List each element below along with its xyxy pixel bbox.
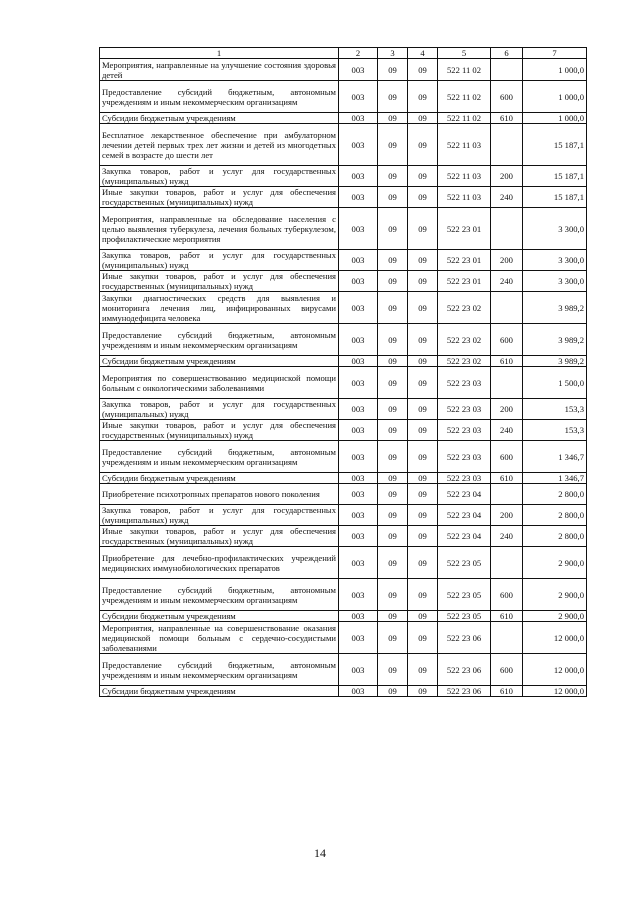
row-expense-type <box>491 208 523 250</box>
row-target-code: 522 23 06 <box>438 654 491 686</box>
row-chapter-code: 003 <box>339 473 378 484</box>
row-section-code: 09 <box>378 579 408 611</box>
row-subsection-code: 09 <box>408 686 438 697</box>
row-chapter-code: 003 <box>339 505 378 526</box>
row-target-code: 522 23 03 <box>438 420 491 441</box>
row-name: Закупка товаров, работ и услуг для государственных (муниципальных) нужд <box>100 505 339 526</box>
row-target-code: 522 23 05 <box>438 579 491 611</box>
table-row <box>100 484 587 505</box>
row-expense-type: 600 <box>491 579 523 611</box>
row-expense-type: 240 <box>491 526 523 547</box>
row-target-code: 522 23 04 <box>438 505 491 526</box>
row-expense-type: 200 <box>491 399 523 420</box>
row-expense-type <box>491 547 523 579</box>
row-section-code: 09 <box>378 356 408 367</box>
table-row <box>100 622 587 654</box>
row-chapter-code: 003 <box>339 81 378 113</box>
table-body <box>100 59 587 697</box>
row-subsection-code: 09 <box>408 356 438 367</box>
table-row <box>100 505 587 526</box>
row-name: Закупка товаров, работ и услуг для государственных (муниципальных) нужд <box>100 166 339 187</box>
row-subsection-code: 09 <box>408 187 438 208</box>
row-name: Субсидии бюджетным учреждениям <box>100 611 339 622</box>
row-name: Субсидии бюджетным учреждениям <box>100 686 339 697</box>
table-row <box>100 399 587 420</box>
row-section-code: 09 <box>378 686 408 697</box>
row-section-code: 09 <box>378 420 408 441</box>
table-row <box>100 367 587 399</box>
row-name: Приобретение для лечебно-профилактических учреждений медицинских иммунобиологических препаратов <box>100 547 339 579</box>
row-section-code: 09 <box>378 250 408 271</box>
row-subsection-code: 09 <box>408 59 438 81</box>
row-subsection-code: 09 <box>408 399 438 420</box>
row-name: Иные закупки товаров, работ и услуг для обеспечения государственных (муниципальных) нужд <box>100 420 339 441</box>
row-amount: 15 187,1 <box>523 187 587 208</box>
row-chapter-code: 003 <box>339 324 378 356</box>
row-amount: 12 000,0 <box>523 654 587 686</box>
row-amount: 15 187,1 <box>523 166 587 187</box>
row-amount: 153,3 <box>523 420 587 441</box>
row-name: Иные закупки товаров, работ и услуг для обеспечения государственных (муниципальных) нужд <box>100 187 339 208</box>
row-amount: 1 000,0 <box>523 81 587 113</box>
row-amount: 153,3 <box>523 399 587 420</box>
row-target-code: 522 11 02 <box>438 113 491 124</box>
table-row <box>100 187 587 208</box>
row-subsection-code: 09 <box>408 113 438 124</box>
row-chapter-code: 003 <box>339 441 378 473</box>
header-col-4: 4 <box>408 48 438 59</box>
row-name: Мероприятия, направленные на обследование населения с целью выявления туберкулеза, лечения больных туберкулезом, профилактические мероприятия <box>100 208 339 250</box>
row-amount: 2 800,0 <box>523 484 587 505</box>
row-chapter-code: 003 <box>339 356 378 367</box>
row-amount: 3 300,0 <box>523 250 587 271</box>
row-subsection-code: 09 <box>408 324 438 356</box>
row-expense-type: 610 <box>491 686 523 697</box>
row-expense-type <box>491 292 523 324</box>
row-name: Мероприятия, направленные на улучшение состояния здоровья детей <box>100 59 339 81</box>
row-target-code: 522 23 01 <box>438 208 491 250</box>
table-row <box>100 526 587 547</box>
row-amount: 1 346,7 <box>523 441 587 473</box>
table-row <box>100 166 587 187</box>
row-subsection-code: 09 <box>408 579 438 611</box>
row-target-code: 522 23 02 <box>438 324 491 356</box>
header-col-1: 1 <box>100 48 339 59</box>
row-name: Предоставление субсидий бюджетным, автономным учреждениям и иным некоммерческим организациям <box>100 441 339 473</box>
row-target-code: 522 23 02 <box>438 356 491 367</box>
table-row <box>100 356 587 367</box>
row-amount: 1 000,0 <box>523 59 587 81</box>
row-amount: 1 500,0 <box>523 367 587 399</box>
table-row <box>100 654 587 686</box>
row-subsection-code: 09 <box>408 420 438 441</box>
row-expense-type: 240 <box>491 271 523 292</box>
row-section-code: 09 <box>378 208 408 250</box>
row-expense-type <box>491 59 523 81</box>
row-section-code: 09 <box>378 271 408 292</box>
row-chapter-code: 003 <box>339 187 378 208</box>
row-section-code: 09 <box>378 113 408 124</box>
row-name: Предоставление субсидий бюджетным, автономным учреждениям и иным некоммерческим организациям <box>100 579 339 611</box>
table-row <box>100 113 587 124</box>
row-expense-type <box>491 484 523 505</box>
row-target-code: 522 23 04 <box>438 484 491 505</box>
row-amount: 3 300,0 <box>523 271 587 292</box>
row-chapter-code: 003 <box>339 686 378 697</box>
row-chapter-code: 003 <box>339 579 378 611</box>
row-chapter-code: 003 <box>339 526 378 547</box>
table-row <box>100 473 587 484</box>
row-name: Субсидии бюджетным учреждениям <box>100 473 339 484</box>
row-subsection-code: 09 <box>408 367 438 399</box>
row-chapter-code: 003 <box>339 654 378 686</box>
budget-table <box>99 47 587 697</box>
table-row <box>100 441 587 473</box>
row-subsection-code: 09 <box>408 250 438 271</box>
row-expense-type: 610 <box>491 356 523 367</box>
row-chapter-code: 003 <box>339 59 378 81</box>
row-target-code: 522 23 04 <box>438 526 491 547</box>
row-amount: 2 900,0 <box>523 579 587 611</box>
row-section-code: 09 <box>378 654 408 686</box>
row-chapter-code: 003 <box>339 124 378 166</box>
header-col-3: 3 <box>378 48 408 59</box>
row-section-code: 09 <box>378 547 408 579</box>
table-row <box>100 81 587 113</box>
row-chapter-code: 003 <box>339 484 378 505</box>
row-expense-type: 600 <box>491 81 523 113</box>
row-name: Предоставление субсидий бюджетным, автономным учреждениям и иным некоммерческим организациям <box>100 81 339 113</box>
row-section-code: 09 <box>378 367 408 399</box>
table-row <box>100 250 587 271</box>
row-expense-type: 610 <box>491 113 523 124</box>
row-amount: 2 900,0 <box>523 611 587 622</box>
row-amount: 3 300,0 <box>523 208 587 250</box>
row-amount: 2 800,0 <box>523 505 587 526</box>
row-chapter-code: 003 <box>339 399 378 420</box>
row-amount: 2 800,0 <box>523 526 587 547</box>
row-amount: 1 346,7 <box>523 473 587 484</box>
row-target-code: 522 23 03 <box>438 473 491 484</box>
row-chapter-code: 003 <box>339 208 378 250</box>
row-subsection-code: 09 <box>408 547 438 579</box>
row-target-code: 522 11 03 <box>438 166 491 187</box>
row-expense-type: 240 <box>491 187 523 208</box>
table-row <box>100 271 587 292</box>
row-name: Предоставление субсидий бюджетным, автономным учреждениям и иным некоммерческим организациям <box>100 654 339 686</box>
table-row <box>100 292 587 324</box>
row-section-code: 09 <box>378 324 408 356</box>
table-row <box>100 59 587 81</box>
row-target-code: 522 23 06 <box>438 686 491 697</box>
row-amount: 1 000,0 <box>523 113 587 124</box>
row-name: Закупка товаров, работ и услуг для государственных (муниципальных) нужд <box>100 399 339 420</box>
table-row <box>100 579 587 611</box>
row-expense-type: 610 <box>491 611 523 622</box>
row-subsection-code: 09 <box>408 505 438 526</box>
row-chapter-code: 003 <box>339 271 378 292</box>
row-amount: 3 989,2 <box>523 356 587 367</box>
row-target-code: 522 23 03 <box>438 441 491 473</box>
row-subsection-code: 09 <box>408 611 438 622</box>
row-expense-type: 600 <box>491 654 523 686</box>
table-row <box>100 686 587 697</box>
row-expense-type <box>491 124 523 166</box>
row-chapter-code: 003 <box>339 420 378 441</box>
row-section-code: 09 <box>378 441 408 473</box>
row-chapter-code: 003 <box>339 611 378 622</box>
row-section-code: 09 <box>378 187 408 208</box>
row-amount: 3 989,2 <box>523 324 587 356</box>
row-target-code: 522 11 02 <box>438 59 491 81</box>
row-subsection-code: 09 <box>408 124 438 166</box>
row-name: Мероприятия, направленные на совершенствование оказания медицинской помощи больным с сердечно-сосудистыми заболеваниями <box>100 622 339 654</box>
header-col-6: 6 <box>491 48 523 59</box>
header-row <box>100 48 587 59</box>
table-row <box>100 324 587 356</box>
row-section-code: 09 <box>378 399 408 420</box>
row-name: Предоставление субсидий бюджетным, автономным учреждениям и иным некоммерческим организациям <box>100 324 339 356</box>
row-section-code: 09 <box>378 622 408 654</box>
table-row <box>100 208 587 250</box>
row-section-code: 09 <box>378 81 408 113</box>
row-target-code: 522 23 05 <box>438 611 491 622</box>
row-name: Субсидии бюджетным учреждениям <box>100 356 339 367</box>
row-target-code: 522 23 03 <box>438 367 491 399</box>
header-col-2: 2 <box>339 48 378 59</box>
row-target-code: 522 23 01 <box>438 250 491 271</box>
row-target-code: 522 23 01 <box>438 271 491 292</box>
row-name: Иные закупки товаров, работ и услуг для обеспечения государственных (муниципальных) нужд <box>100 526 339 547</box>
row-section-code: 09 <box>378 611 408 622</box>
row-subsection-code: 09 <box>408 81 438 113</box>
page-number: 14 <box>314 846 326 860</box>
row-expense-type: 610 <box>491 473 523 484</box>
row-amount: 3 989,2 <box>523 292 587 324</box>
table-row <box>100 420 587 441</box>
row-chapter-code: 003 <box>339 113 378 124</box>
row-subsection-code: 09 <box>408 271 438 292</box>
row-chapter-code: 003 <box>339 622 378 654</box>
row-name: Мероприятия по совершенствованию медицинской помощи больным с онкологическими заболеваниями <box>100 367 339 399</box>
row-chapter-code: 003 <box>339 166 378 187</box>
row-name: Бесплатное лекарственное обеспечение при амбулаторном лечении детей первых трех лет жизни и детей из многодетных семей в возрасте до шести лет <box>100 124 339 166</box>
row-subsection-code: 09 <box>408 526 438 547</box>
row-section-code: 09 <box>378 59 408 81</box>
row-subsection-code: 09 <box>408 441 438 473</box>
row-section-code: 09 <box>378 166 408 187</box>
table-row <box>100 124 587 166</box>
row-subsection-code: 09 <box>408 166 438 187</box>
row-target-code: 522 23 02 <box>438 292 491 324</box>
row-amount: 12 000,0 <box>523 686 587 697</box>
row-expense-type: 200 <box>491 166 523 187</box>
row-amount: 2 900,0 <box>523 547 587 579</box>
row-amount: 15 187,1 <box>523 124 587 166</box>
row-target-code: 522 23 03 <box>438 399 491 420</box>
row-name: Закупки диагностических средств для выявления и мониторинга лечения лиц, инфицированных вирусами иммунодефицита человека <box>100 292 339 324</box>
row-section-code: 09 <box>378 473 408 484</box>
row-expense-type: 600 <box>491 324 523 356</box>
row-section-code: 09 <box>378 505 408 526</box>
row-chapter-code: 003 <box>339 292 378 324</box>
row-name: Закупка товаров, работ и услуг для государственных (муниципальных) нужд <box>100 250 339 271</box>
row-chapter-code: 003 <box>339 367 378 399</box>
row-section-code: 09 <box>378 292 408 324</box>
row-subsection-code: 09 <box>408 292 438 324</box>
row-expense-type: 200 <box>491 505 523 526</box>
row-subsection-code: 09 <box>408 654 438 686</box>
row-target-code: 522 23 05 <box>438 547 491 579</box>
row-expense-type <box>491 622 523 654</box>
row-chapter-code: 003 <box>339 250 378 271</box>
row-subsection-code: 09 <box>408 208 438 250</box>
row-expense-type: 240 <box>491 420 523 441</box>
row-section-code: 09 <box>378 526 408 547</box>
row-amount: 12 000,0 <box>523 622 587 654</box>
row-subsection-code: 09 <box>408 473 438 484</box>
row-chapter-code: 003 <box>339 547 378 579</box>
row-section-code: 09 <box>378 484 408 505</box>
table-row <box>100 547 587 579</box>
header-col-7: 7 <box>523 48 587 59</box>
row-target-code: 522 11 03 <box>438 124 491 166</box>
row-name: Субсидии бюджетным учреждениям <box>100 113 339 124</box>
row-target-code: 522 11 02 <box>438 81 491 113</box>
row-target-code: 522 23 06 <box>438 622 491 654</box>
row-expense-type: 600 <box>491 441 523 473</box>
header-col-5: 5 <box>438 48 491 59</box>
row-expense-type: 200 <box>491 250 523 271</box>
row-subsection-code: 09 <box>408 484 438 505</box>
row-subsection-code: 09 <box>408 622 438 654</box>
row-expense-type <box>491 367 523 399</box>
row-section-code: 09 <box>378 124 408 166</box>
table-row <box>100 611 587 622</box>
row-name: Приобретение психотропных препаратов нового поколения <box>100 484 339 505</box>
row-target-code: 522 11 03 <box>438 187 491 208</box>
row-name: Иные закупки товаров, работ и услуг для обеспечения государственных (муниципальных) нужд <box>100 271 339 292</box>
